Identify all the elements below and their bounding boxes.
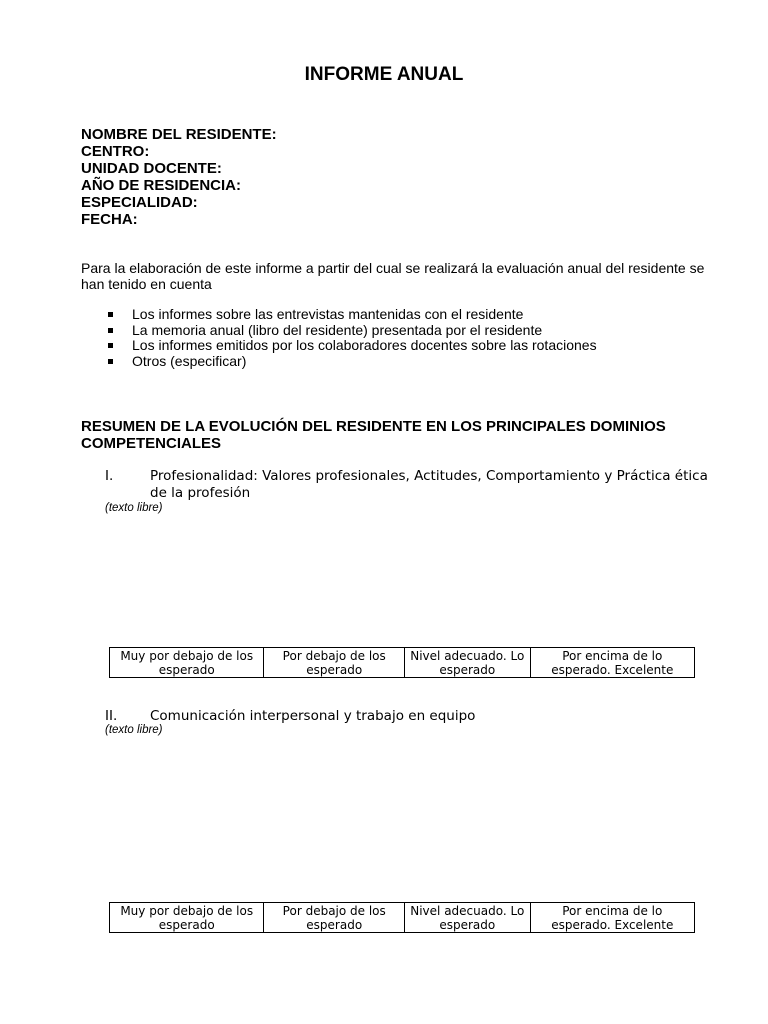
- domain-number: I.: [105, 468, 114, 484]
- list-item: [108, 354, 597, 370]
- list-item: [108, 338, 597, 354]
- list-item: [108, 307, 597, 323]
- domain-title: Comunicación interpersonal y trabajo en equipo: [150, 708, 476, 724]
- domain-number: II.: [105, 708, 118, 724]
- section-heading: RESUMEN DE LA EVOLUCIÓN DEL RESIDENTE EN LOS PRINCIPALES DOMINIOS COMPETENCIALES: [81, 418, 666, 452]
- rating-option[interactable]: Por encima de lo esperado. Excelente: [551, 903, 674, 932]
- field-nombre-residente: NOMBRE DEL RESIDENTE:: [81, 126, 277, 143]
- field-fecha: FECHA:: [81, 211, 138, 228]
- domain-heading-1: [105, 468, 715, 502]
- free-text-note: (texto libre): [105, 724, 163, 736]
- rating-option[interactable]: Muy por debajo de los esperado: [110, 903, 264, 932]
- rating-option[interactable]: Nivel adecuado. Lo esperado: [405, 903, 531, 932]
- rating-scale-1: [109, 647, 695, 678]
- list-item-text: Otros (especificar): [132, 352, 247, 369]
- list-item: [108, 323, 597, 339]
- resident-fields: [81, 126, 277, 228]
- list-item-text: Los informes sobre las entrevistas mantenidas con el residente: [132, 306, 524, 322]
- domain-heading-2: [105, 708, 715, 725]
- rating-option[interactable]: Por debajo de los esperado: [264, 903, 405, 932]
- free-text-note: (texto libre): [105, 502, 163, 514]
- square-bullet-icon: [108, 343, 113, 348]
- rating-option[interactable]: Muy por debajo de los esperado: [110, 648, 264, 677]
- document-title: INFORME ANUAL: [304, 64, 464, 85]
- field-ano-residencia: AÑO DE RESIDENCIA:: [81, 177, 242, 194]
- square-bullet-icon: [108, 328, 113, 333]
- domain-title: Profesionalidad: Valores profesionales, Actitudes, Comportamiento y Práctica ética de la profesión: [150, 468, 708, 501]
- field-especialidad: ESPECIALIDAD:: [81, 194, 198, 211]
- square-bullet-icon: [108, 312, 113, 317]
- rating-option[interactable]: Nivel adecuado. Lo esperado: [405, 648, 531, 677]
- list-item-text: Los informes emitidos por los colaboradores docentes sobre las rotaciones: [132, 337, 597, 353]
- field-unidad-docente: UNIDAD DOCENTE:: [81, 160, 222, 177]
- rating-option[interactable]: Por encima de lo esperado. Excelente: [551, 648, 674, 677]
- list-item-text: La memoria anual (libro del residente) presentada por el residente: [132, 321, 543, 338]
- rating-option[interactable]: Por debajo de los esperado: [264, 648, 405, 677]
- rating-scale-2: [109, 902, 695, 933]
- square-bullet-icon: [108, 359, 113, 364]
- field-centro: CENTRO:: [81, 143, 150, 160]
- intro-paragraph: Para la elaboración de este informe a partir del cual se realizará la evaluación anual del residente se han tenido en cuenta: [81, 260, 705, 292]
- sources-list: [108, 307, 597, 369]
